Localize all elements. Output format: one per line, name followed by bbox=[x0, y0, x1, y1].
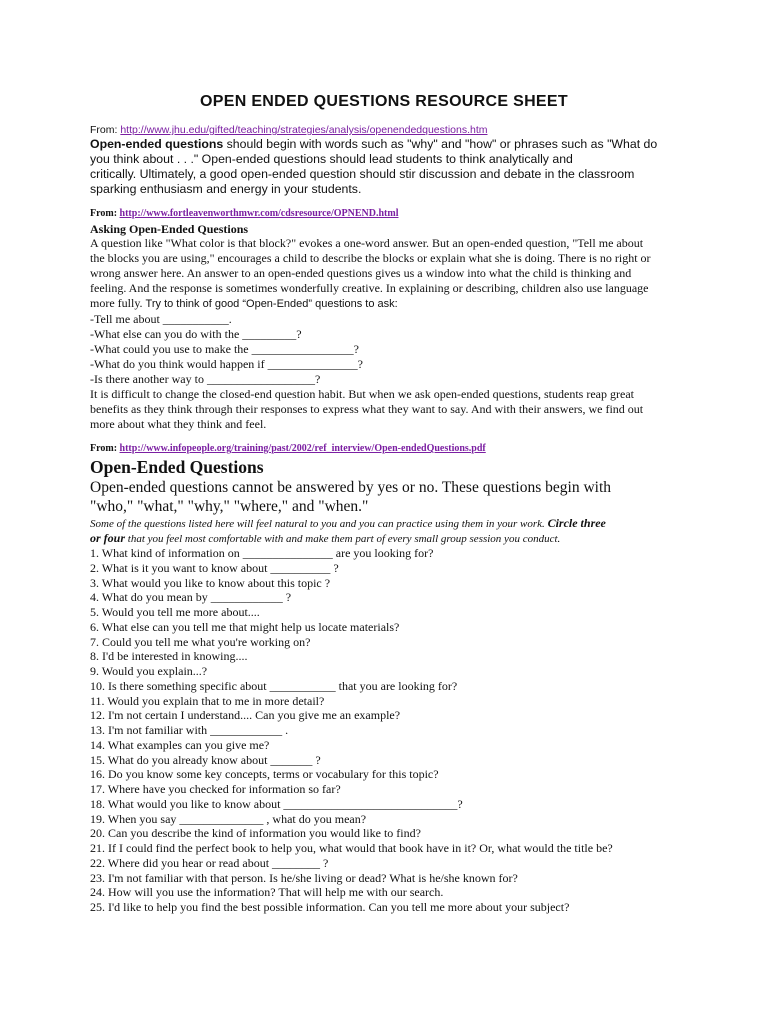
list-item: -What else can you do with the _________? bbox=[90, 327, 302, 341]
intro-paragraph bbox=[90, 236, 690, 312]
question-item: 3. What would you like to know about this topic ? bbox=[90, 575, 331, 590]
from-label: From: bbox=[90, 124, 121, 136]
paragraph-line: wrong answer here. An answer to an open-ended questions gives us a window into what the child is thinking and bbox=[90, 266, 632, 280]
paragraph-line: Open-ended questions cannot be answered by yes or no. These questions begin with bbox=[90, 479, 611, 496]
bold-term: Open-ended questions bbox=[90, 137, 224, 151]
question-item: 15. What do you already know about _______ ? bbox=[90, 752, 321, 767]
paragraph-line: "who," "what," "why," "where," and "when." bbox=[90, 498, 369, 515]
question-item: 17. Where have you checked for information so far? bbox=[90, 782, 341, 796]
from-label: From: bbox=[90, 443, 120, 454]
section-heading: Asking Open-Ended Questions bbox=[90, 222, 249, 236]
list-item: -What do you think would happen if _______________? bbox=[90, 357, 363, 371]
emphasis-text: or four bbox=[90, 531, 126, 545]
paragraph-line: critically. Ultimately, a good open-ended question should stir discussion and debate in the classroom bbox=[90, 167, 635, 181]
instruction-note bbox=[90, 516, 690, 546]
question-item: 9. Would you explain...? bbox=[90, 664, 208, 678]
prompt-list bbox=[90, 312, 690, 387]
paragraph-line: or four that you feel most comfortable with and make them part of every small group session you conduct. bbox=[90, 531, 561, 545]
definition-paragraph bbox=[90, 137, 690, 197]
question-item: 6. What else can you tell me that might help us locate materials? bbox=[90, 619, 400, 634]
source-link[interactable]: http://www.infopeople.org/training/past/2002/ref_interview/Open-endedQuestions.pdf bbox=[119, 443, 486, 454]
page-title: OPEN ENDED QUESTIONS RESOURCE SHEET bbox=[200, 93, 568, 110]
question-item: 10. Is there something specific about ___________ that you are looking for? bbox=[90, 678, 458, 693]
paragraph-line: benefits as they think through their responses to express what they want to say. And with their answers, we find out bbox=[90, 402, 644, 416]
section-heading: Open-Ended Questions bbox=[90, 457, 264, 477]
paragraph-line: you think about . . ." Open-ended questions should lead students to think analytically and bbox=[90, 152, 573, 166]
section-fort-leavenworth bbox=[90, 207, 690, 432]
question-item: 5. Would you tell me more about.... bbox=[90, 605, 260, 619]
list-item: -Is there another way to __________________? bbox=[90, 372, 321, 386]
paragraph-line: more about what they think and feel. bbox=[90, 417, 267, 431]
question-item: 4. What do you mean by ____________ ? bbox=[90, 590, 292, 605]
source-line bbox=[90, 442, 690, 455]
question-item: 23. I'm not familiar with that person. Is he/she living or dead? What is he/she known for? bbox=[90, 870, 518, 885]
question-item: 20. Can you describe the kind of information you would like to find? bbox=[90, 826, 421, 841]
closing-paragraph bbox=[90, 387, 690, 432]
question-item: 18. What would you like to know about _____________________________? bbox=[90, 796, 463, 811]
source-link[interactable]: http://www.fortleavenworthmwr.com/cdsresource/OPNEND.html bbox=[119, 208, 399, 219]
question-item: 22. Where did you hear or read about ________ ? bbox=[90, 855, 329, 870]
question-item: 21. If I could find the perfect book to help you, what would that book have in it? Or, what would the title be? bbox=[90, 841, 613, 855]
paragraph-line: sparking enthusiasm and energy in your students. bbox=[90, 182, 362, 196]
paragraph-line: the blocks you are using," encourages a child to describe the blocks or explain what she is doing. There is no right or bbox=[90, 251, 651, 265]
question-item: 25. I'd like to help you find the best possible information. Can you tell me more about your subject? bbox=[90, 900, 570, 914]
source-line bbox=[90, 124, 690, 137]
question-item: 2. What is it you want to know about __________ ? bbox=[90, 560, 339, 575]
list-item: -Tell me about ___________. bbox=[90, 312, 232, 326]
question-item: 11. Would you explain that to me in more detail? bbox=[90, 693, 325, 708]
question-item: 16. Do you know some key concepts, terms or vocabulary for this topic? bbox=[90, 767, 439, 782]
question-item: 12. I'm not certain I understand.... Can you give me an example? bbox=[90, 708, 401, 723]
from-label: From: bbox=[90, 208, 120, 219]
question-item: 24. How will you use the information? That will help me with our search. bbox=[90, 885, 444, 900]
paragraph-line: feeling. And the response is sometimes wonderfully creative. In explaining or describing, children also use language bbox=[90, 281, 649, 295]
question-item: 1. What kind of information on _______________ are you looking for? bbox=[90, 546, 434, 560]
source-link[interactable]: http://www.jhu.edu/gifted/teaching/strategies/analysis/openendedquestions.htm bbox=[120, 124, 488, 136]
paragraph-line: A question like "What color is that block?" evokes a one-word answer. But an open-ended question, "Tell me about bbox=[90, 236, 644, 250]
paragraph-line: more fully. Try to think of good “Open-Ended” questions to ask: bbox=[90, 296, 398, 310]
list-item: -What could you use to make the _________________? bbox=[90, 342, 359, 356]
section-jhu bbox=[90, 124, 690, 197]
paragraph-line: Open-ended questions should begin with words such as "why" and "how" or phrases such as "What do bbox=[90, 137, 658, 151]
question-item: 8. I'd be interested in knowing.... bbox=[90, 649, 248, 664]
question-item: 13. I'm not familiar with ____________ . bbox=[90, 723, 289, 737]
section-infopeople bbox=[90, 442, 690, 915]
question-list bbox=[90, 546, 690, 915]
prompt-instruction: Try to think of good “Open-Ended” questions to ask: bbox=[145, 298, 398, 310]
source-line bbox=[90, 207, 690, 220]
paragraph-line: It is difficult to change the closed-end question habit. But when we ask open-ended questions, students reap great bbox=[90, 387, 634, 401]
emphasis-text: Circle three bbox=[547, 516, 606, 530]
lead-paragraph bbox=[90, 478, 690, 516]
question-item: 7. Could you tell me what you're working on? bbox=[90, 634, 311, 649]
paragraph-line: Some of the questions listed here will feel natural to you and you can practice using them in your work. Circle three bbox=[90, 516, 606, 530]
question-item: 19. When you say ______________ , what do you mean? bbox=[90, 811, 367, 826]
question-item: 14. What examples can you give me? bbox=[90, 737, 270, 752]
